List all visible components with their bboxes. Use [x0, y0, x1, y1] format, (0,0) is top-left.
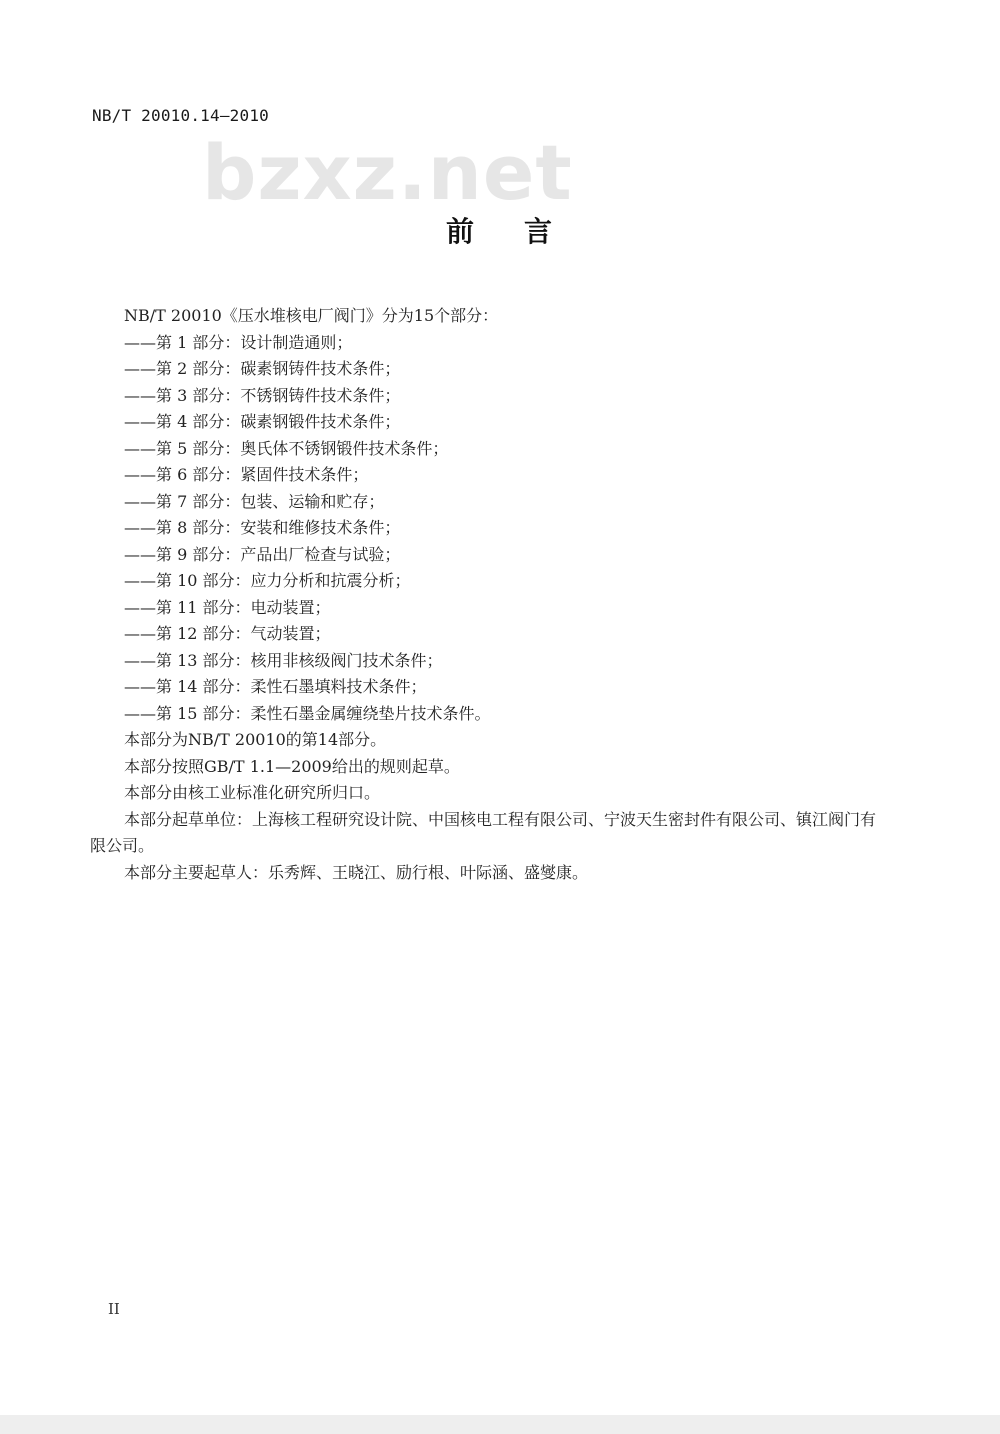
centralized-by-statement: 本部分由核工业标准化研究所归口。 — [124, 783, 381, 802]
drafters-statement: 本部分主要起草人：乐秀辉、王晓江、励行根、叶际涵、盛燮康。 — [124, 862, 589, 882]
part-list-item: ——第 2 部分：碳素钢铸件技术条件； — [124, 359, 401, 378]
part-list-item: ——第 1 部分：设计制造通则； — [124, 332, 353, 352]
part-list-item: ——第 15 部分：柔性石墨金属缠绕垫片技术条件。 — [124, 703, 491, 723]
document-code: NB/T 20010.14—2010 — [92, 106, 269, 125]
part-list-item: ——第 6 部分：紧固件技术条件； — [124, 465, 369, 484]
part-list-item: ——第 5 部分：奥氏体不锈钢锻件技术条件； — [124, 438, 449, 458]
title-char-2: 言 — [524, 215, 555, 248]
part-list-item: ——第 13 部分：核用非核级阀门技术条件； — [124, 650, 443, 670]
part-list-item: ——第 9 部分：产品出厂检查与试验； — [124, 544, 401, 564]
part-list-item: ——第 10 部分：应力分析和抗震分析； — [124, 571, 411, 590]
part-list-item: ——第 14 部分：柔性石墨填料技术条件； — [124, 677, 427, 696]
page-title — [0, 210, 1000, 250]
viewer-bottom-strip — [0, 1415, 1000, 1434]
part-list-item: ——第 11 部分：电动装置； — [124, 597, 331, 617]
drafting-units-statement: 本部分起草单位：上海核工程研究设计院、中国核电工程有限公司、宁波天生密封件有限公司、镇江阀门有限公司。 — [90, 809, 877, 855]
part-list-item: ——第 4 部分：碳素钢锻件技术条件； — [124, 412, 401, 431]
drafting-rules-statement: 本部分按照GB/T 1.1—2009给出的规则起草。 — [124, 756, 460, 776]
foreword-body — [90, 303, 910, 886]
page-number: II — [108, 1300, 120, 1318]
part-of-statement: 本部分为NB/T 20010的第14部分。 — [124, 730, 387, 749]
part-list-item: ——第 8 部分：安装和维修技术条件； — [124, 518, 401, 537]
watermark-logo: bzxz.net — [202, 128, 573, 217]
title-char-1: 前 — [445, 215, 476, 248]
part-list-item: ——第 12 部分：气动装置； — [124, 624, 331, 643]
part-list-item: ——第 7 部分：包装、运输和贮存； — [124, 491, 385, 511]
intro-paragraph: NB/T 20010《压水堆核电厂阀门》分为15个部分： — [124, 306, 499, 325]
part-list-item: ——第 3 部分：不锈钢铸件技术条件； — [124, 385, 401, 405]
